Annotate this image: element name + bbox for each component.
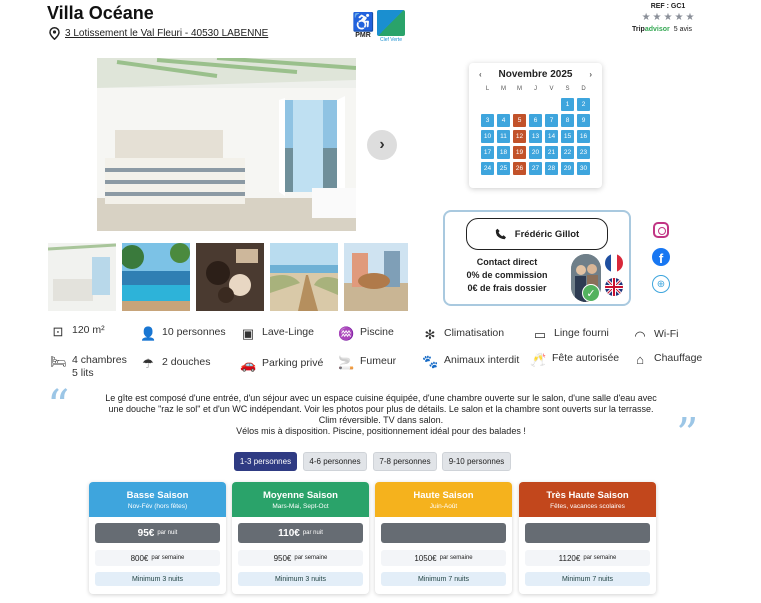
- description-line: une douche "raz le sol" et d'un WC indépendant. Voir les photos pour plus de détails. Le salon et la chambre sont ouverts sur la terrasse.: [108, 404, 654, 414]
- calendar-day-available[interactable]: 16: [577, 130, 590, 143]
- description-text: [86, 393, 676, 437]
- chevron-right-icon: ›: [379, 136, 385, 153]
- instagram-icon[interactable]: [653, 222, 669, 238]
- thumbnail-dessert[interactable]: [196, 243, 264, 311]
- weekday-label: V: [549, 86, 554, 92]
- calendar-blank: [529, 98, 542, 111]
- calendar-day-available[interactable]: 24: [481, 162, 494, 175]
- page-title: Villa Océane: [47, 3, 154, 23]
- minimum-stay: Minimum 3 nuits: [95, 572, 220, 586]
- season-card-mid: [232, 482, 369, 594]
- calendar-days: [473, 98, 598, 175]
- linen-icon: ▭: [533, 327, 547, 342]
- season-header: Basse Saison Nov-Fév (hors fêtes): [89, 482, 226, 517]
- calendar-day-available[interactable]: 3: [481, 114, 494, 127]
- calendar-day-available[interactable]: 18: [497, 146, 510, 159]
- contact-card: [443, 210, 631, 306]
- calendar-blank: [545, 98, 558, 111]
- calendar-day-available[interactable]: 7: [545, 114, 558, 127]
- reference-label: REF : GC1: [650, 3, 686, 10]
- bedroom-photo: [97, 58, 356, 231]
- feature-pets: 🐾 Animaux interdit: [422, 354, 520, 369]
- quote-close-icon: ”: [676, 409, 699, 460]
- calendar-day-available[interactable]: 15: [561, 130, 574, 143]
- dessert-thumb: [196, 243, 264, 311]
- shower-icon: ☂: [142, 356, 154, 371]
- calendar-day-available[interactable]: 11: [497, 130, 510, 143]
- feature-bedrooms: 🛏 4 chambres 5 lits: [50, 354, 127, 379]
- pool-icon: ♒: [338, 326, 355, 341]
- contact-info: [451, 256, 563, 295]
- feature-washing-machine: ▣ Lave-Linge: [241, 326, 314, 341]
- calendar-day-available[interactable]: 17: [481, 146, 494, 159]
- calendar-day-available[interactable]: 22: [561, 146, 574, 159]
- season-header: Moyenne Saison Mars-Mai, Sept-Oct: [232, 482, 369, 517]
- star-icon: ★: [685, 12, 695, 23]
- tab-7-8-persons[interactable]: 7-8 personnes: [373, 452, 437, 471]
- weekday-label: D: [581, 86, 586, 92]
- tripadvisor-logo: Tripadvisor: [632, 26, 670, 33]
- season-card-low: [89, 482, 226, 594]
- calendar-day-available[interactable]: 13: [529, 130, 542, 143]
- availability-calendar: [469, 63, 602, 188]
- map-pin-icon: [49, 27, 60, 40]
- price-per-week: 800€ par semaine: [95, 550, 220, 566]
- feature-pool: ♒ Piscine: [338, 326, 394, 341]
- website-globe-icon[interactable]: ⊕: [652, 275, 670, 293]
- clef-verte-badge: [377, 10, 405, 46]
- feature-air-conditioning: ✻ Climatisation: [422, 327, 504, 343]
- weekday-label: M: [517, 86, 522, 92]
- thumbnail-beach-path[interactable]: [270, 243, 338, 311]
- feature-parking: 🚗 Parking privé: [240, 357, 324, 372]
- contact-line: 0% de commission: [466, 270, 548, 280]
- feature-capacity: 👤 10 personnes: [140, 326, 226, 341]
- calendar-day-available[interactable]: 8: [561, 114, 574, 127]
- wheelchair-icon: ♿: [352, 12, 375, 32]
- thumbnail-bedroom[interactable]: [48, 243, 116, 311]
- season-card-high: [375, 482, 512, 594]
- bed-icon: 🛏: [50, 354, 67, 369]
- address-link[interactable]: [49, 27, 268, 40]
- weekday-label: J: [534, 86, 537, 92]
- tab-9-10-persons[interactable]: 9-10 personnes: [442, 452, 511, 471]
- facebook-icon[interactable]: f: [652, 248, 670, 266]
- phone-icon: [495, 228, 507, 240]
- calendar-day-available[interactable]: 28: [545, 162, 558, 175]
- calendar-blank: [513, 98, 526, 111]
- calendar-day-available[interactable]: 9: [577, 114, 590, 127]
- pmr-label: PMR: [355, 32, 371, 39]
- french-flag-icon[interactable]: [605, 254, 623, 272]
- calendar-day-booked[interactable]: 19: [513, 146, 526, 159]
- price-per-night: [525, 523, 650, 543]
- calendar-day-available[interactable]: 14: [545, 130, 558, 143]
- main-photo[interactable]: [97, 58, 356, 231]
- address-text: 3 Lotissement le Val Fleuri - 40530 LABENNE: [65, 28, 269, 39]
- calendar-day-available[interactable]: 29: [561, 162, 574, 175]
- quote-open-icon: “: [47, 381, 70, 432]
- feature-wifi: ◠ Wi-Fi: [632, 328, 679, 344]
- next-photo-button[interactable]: [367, 130, 397, 160]
- calendar-day-available[interactable]: 27: [529, 162, 542, 175]
- season-card-peak: [519, 482, 656, 594]
- clef-verte-label: Clef Verte: [380, 37, 402, 43]
- price-per-night: 110€ par nuit: [238, 523, 363, 543]
- calendar-blank: [481, 98, 494, 111]
- minimum-stay: Minimum 7 nuits: [381, 572, 506, 586]
- wifi-icon: ◠: [634, 328, 646, 343]
- tab-1-3-persons[interactable]: 1-3 personnes: [234, 452, 297, 471]
- calendar-day-available[interactable]: 2: [577, 98, 590, 111]
- tab-4-6-persons[interactable]: 4-6 personnes: [303, 452, 367, 471]
- feature-surface: ⊡ 120 m²: [50, 324, 105, 340]
- bedroom-thumb: [48, 243, 116, 311]
- snowflake-icon: ✻: [424, 327, 436, 342]
- calendar-month: Novembre 2025: [498, 68, 573, 80]
- rating-stars: [634, 12, 702, 23]
- price-per-night: [381, 523, 506, 543]
- beach-path-thumb: [270, 243, 338, 311]
- calendar-day-available[interactable]: 4: [497, 114, 510, 127]
- price-per-week: 1050€ par semaine: [381, 550, 506, 566]
- calendar-day-available[interactable]: 25: [497, 162, 510, 175]
- star-icon: ★: [652, 12, 662, 23]
- calendar-day-available[interactable]: 21: [545, 146, 558, 159]
- pets-icon: 🐾: [422, 354, 439, 369]
- weekday-label: L: [485, 86, 490, 92]
- calendar-day-available[interactable]: 20: [529, 146, 542, 159]
- feature-party: 🥂 Fête autorisée: [530, 352, 620, 367]
- verified-check-icon: ✓: [582, 284, 600, 302]
- english-flag-icon[interactable]: [605, 278, 623, 296]
- price-per-week: 950€ par semaine: [238, 550, 363, 566]
- price-per-night: 95€ par nuit: [95, 523, 220, 543]
- tripadvisor-link[interactable]: [632, 26, 702, 33]
- star-icon: ★: [674, 12, 684, 23]
- heating-icon: ⌂: [636, 352, 644, 367]
- feature-smoking: 🚬 Fumeur: [338, 355, 397, 370]
- owner-name: Frédéric Gillot: [514, 228, 580, 240]
- season-header: Très Haute Saison Fêtes, vacances scolaires: [519, 482, 656, 517]
- season-header: Haute Saison Juin-Août: [375, 482, 512, 517]
- calendar-weekdays: [473, 86, 598, 92]
- washing-machine-icon: ▣: [241, 326, 255, 341]
- pmr-badge: [352, 12, 374, 46]
- star-icon: ★: [663, 12, 673, 23]
- weekday-label: S: [565, 86, 570, 92]
- calendar-day-available[interactable]: 1: [561, 98, 574, 111]
- price-per-week: 1120€ par semaine: [525, 550, 650, 566]
- calendar-day-booked[interactable]: 5: [513, 114, 526, 127]
- person-icon: 👤: [140, 326, 157, 341]
- calendar-day-available[interactable]: 30: [577, 162, 590, 175]
- party-icon: 🥂: [530, 352, 547, 367]
- calendar-day-booked[interactable]: 12: [513, 130, 526, 143]
- calendar-day-booked[interactable]: 26: [513, 162, 526, 175]
- feature-linen: ▭ Linge fourni: [533, 327, 609, 342]
- bikes-thumb: [344, 243, 408, 311]
- surface-icon: ⊡: [52, 324, 64, 339]
- feature-heating: ⌂ Chauffage: [632, 352, 702, 368]
- calendar-day-available[interactable]: 23: [577, 146, 590, 159]
- parking-icon: 🚗: [240, 357, 257, 372]
- calendar-next-button[interactable]: ›: [589, 69, 592, 79]
- thumbnail-pool[interactable]: [122, 243, 190, 311]
- star-icon: ★: [641, 12, 651, 23]
- calendar-blank: [497, 98, 510, 111]
- review-count: 5 avis: [673, 26, 693, 33]
- minimum-stay: Minimum 7 nuits: [525, 572, 650, 586]
- calendar-prev-button[interactable]: ‹: [479, 69, 482, 79]
- minimum-stay: Minimum 3 nuits: [238, 572, 363, 586]
- clef-verte-logo: [377, 10, 405, 36]
- calendar-day-available[interactable]: 6: [529, 114, 542, 127]
- description-line: Vélos mis à disposition. Piscine, positionnement idéal pour des balades !: [236, 426, 526, 436]
- contact-line: 0€ de frais dossier: [467, 283, 547, 293]
- feature-showers: ☂ 2 douches: [140, 356, 210, 372]
- call-owner-button[interactable]: [466, 218, 608, 250]
- calendar-day-available[interactable]: 10: [481, 130, 494, 143]
- pool-thumb: [122, 243, 190, 311]
- weekday-label: M: [501, 86, 506, 92]
- thumbnail-bikes[interactable]: [344, 243, 408, 311]
- smoking-icon: 🚬: [338, 355, 355, 370]
- description-line: Le gîte est composé d'une entrée, d'un séjour avec un espace cuisine équipée, d'une chambre ouverte sur le salon, d'une salle d'eau avec: [105, 393, 657, 403]
- description-line: Clim réversible. TV dans salon.: [318, 415, 444, 425]
- contact-line: Contact direct: [476, 257, 538, 267]
